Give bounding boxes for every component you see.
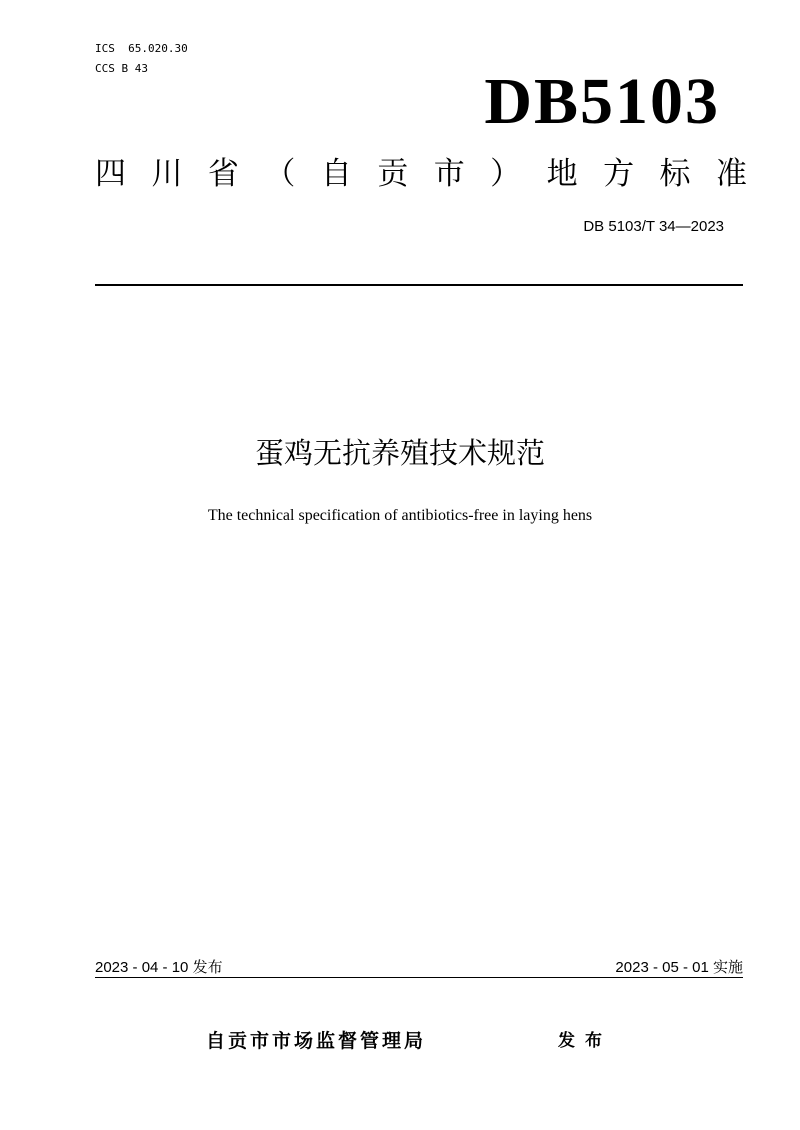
standard-name-char: 川 bbox=[151, 156, 183, 192]
standard-name bbox=[95, 152, 747, 196]
standard-name-char: 方 bbox=[603, 156, 635, 192]
document-title-chinese: 蛋鸡无抗养殖技术规范 bbox=[254, 436, 545, 470]
standard-number: DB 5103/T 34—2023 bbox=[583, 218, 724, 235]
standard-name-char: （ bbox=[264, 156, 296, 192]
standard-name-char: ） bbox=[490, 156, 522, 192]
issue-label: 发布 bbox=[558, 1031, 612, 1051]
standard-name-char: 省 bbox=[207, 156, 239, 192]
standard-name-char: 自 bbox=[320, 156, 352, 192]
standard-name-char: 贡 bbox=[377, 156, 409, 192]
ccs-code: CCS B 43 bbox=[95, 62, 148, 75]
top-divider bbox=[95, 284, 743, 286]
ics-code: ICS 65.020.30 bbox=[95, 42, 188, 55]
standard-code: DB5103 bbox=[484, 65, 720, 138]
standard-name-char: 标 bbox=[659, 156, 691, 192]
implementation-date: 2023 - 05 - 01 实施 bbox=[615, 959, 743, 976]
standard-name-char: 市 bbox=[433, 156, 465, 192]
issuing-authority: 自贡市市场监督管理局 bbox=[206, 1030, 427, 1052]
bottom-divider bbox=[95, 977, 743, 978]
standard-name-char: 地 bbox=[546, 156, 578, 192]
standard-name-char: 四 bbox=[95, 156, 126, 192]
standard-name-char: 准 bbox=[715, 156, 747, 192]
issue-date: 2023 - 04 - 10 发布 bbox=[95, 959, 223, 976]
document-title-english: The technical specification of antibiotics-free in laying hens bbox=[207, 507, 593, 524]
